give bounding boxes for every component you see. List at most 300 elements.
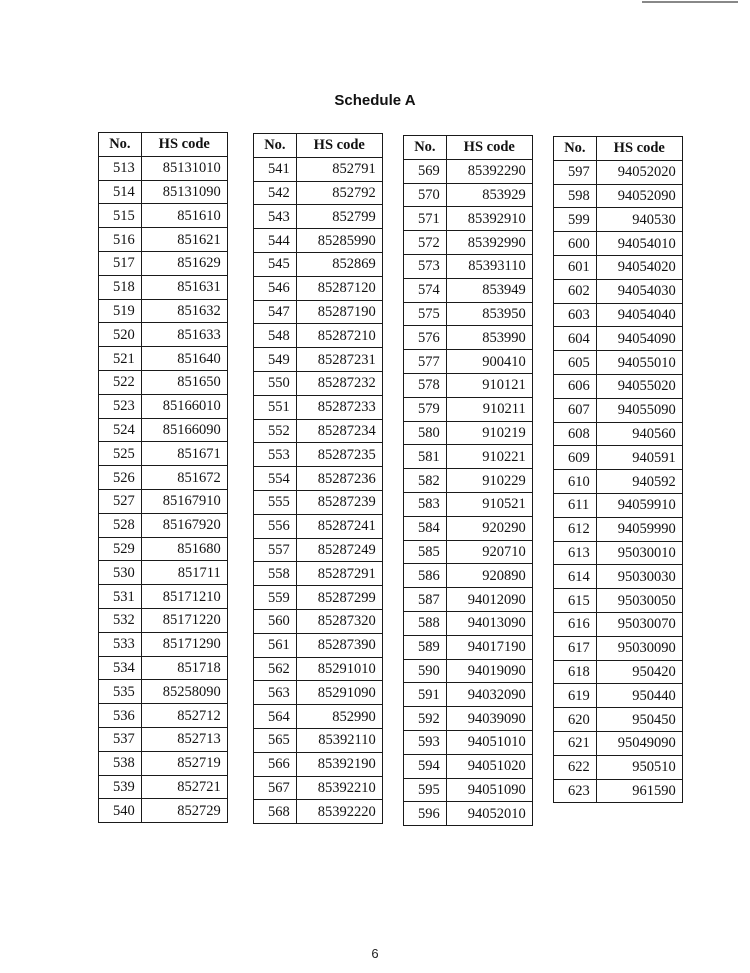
row-number: 612 (554, 517, 597, 541)
table-row (99, 275, 228, 299)
row-number: 574 (404, 278, 447, 302)
table-row (554, 684, 683, 708)
hs-code-value: 910219 (446, 421, 532, 445)
hs-code-value: 851718 (141, 656, 227, 680)
hs-code-value: 85287291 (296, 562, 382, 586)
hs-code-table-3 (403, 135, 533, 826)
row-number: 604 (554, 327, 597, 351)
table-row (404, 445, 533, 469)
table-row (404, 350, 533, 374)
table-row (254, 728, 383, 752)
hs-code-value: 94052010 (446, 802, 532, 826)
hs-code-value: 94054020 (596, 255, 682, 279)
row-number: 568 (254, 800, 297, 824)
row-number: 530 (99, 561, 142, 585)
hs-code-value: 94051010 (446, 730, 532, 754)
table-row (554, 351, 683, 375)
row-number: 621 (554, 731, 597, 755)
row-number: 523 (99, 394, 142, 418)
table-row (404, 207, 533, 231)
table-row (404, 588, 533, 612)
hs-code-value: 900410 (446, 350, 532, 374)
table-row (254, 514, 383, 538)
table-row (554, 279, 683, 303)
table-row (404, 635, 533, 659)
column-header-no: No. (404, 136, 447, 160)
hs-code-value: 910521 (446, 492, 532, 516)
hs-code-value: 95049090 (596, 731, 682, 755)
table-row (99, 394, 228, 418)
hs-code-value: 85392990 (446, 231, 532, 255)
table-row (254, 633, 383, 657)
row-number: 537 (99, 727, 142, 751)
hs-code-value: 85287239 (296, 490, 382, 514)
row-number: 588 (404, 611, 447, 635)
table-row (554, 731, 683, 755)
table-row (99, 799, 228, 823)
hs-code-value: 852729 (141, 799, 227, 823)
hs-code-value: 85392110 (296, 728, 382, 752)
hs-code-value: 853990 (446, 326, 532, 350)
hs-code-value: 85287390 (296, 633, 382, 657)
hs-code-value: 94051020 (446, 754, 532, 778)
row-number: 559 (254, 586, 297, 610)
hs-code-value: 851650 (141, 370, 227, 394)
hs-code-value: 910221 (446, 445, 532, 469)
row-number: 600 (554, 232, 597, 256)
hs-code-value: 85287249 (296, 538, 382, 562)
hs-code-value: 940591 (596, 446, 682, 470)
row-number: 571 (404, 207, 447, 231)
hs-code-value: 852990 (296, 705, 382, 729)
table-row (254, 205, 383, 229)
table-row (254, 229, 383, 253)
table-row (404, 564, 533, 588)
table-row (554, 160, 683, 184)
hs-code-value: 851631 (141, 275, 227, 299)
row-number: 524 (99, 418, 142, 442)
row-number: 521 (99, 347, 142, 371)
row-number: 617 (554, 636, 597, 660)
hs-code-value: 85166010 (141, 394, 227, 418)
table-row (404, 730, 533, 754)
table-row (554, 708, 683, 732)
hs-code-value: 852799 (296, 205, 382, 229)
row-number: 576 (404, 326, 447, 350)
hs-code-value: 94051090 (446, 778, 532, 802)
table-row (554, 541, 683, 565)
hs-code-value: 85392210 (296, 776, 382, 800)
hs-code-value: 95030050 (596, 589, 682, 613)
hs-code-value: 940592 (596, 470, 682, 494)
table-row (404, 707, 533, 731)
row-number: 536 (99, 704, 142, 728)
row-number: 538 (99, 751, 142, 775)
row-number: 516 (99, 228, 142, 252)
table-row (554, 660, 683, 684)
table-row (554, 422, 683, 446)
table-row (254, 252, 383, 276)
table-row (404, 421, 533, 445)
row-number: 529 (99, 537, 142, 561)
table-row (99, 751, 228, 775)
hs-code-value: 94017190 (446, 635, 532, 659)
row-number: 553 (254, 443, 297, 467)
row-number: 599 (554, 208, 597, 232)
row-number: 613 (554, 541, 597, 565)
row-number: 561 (254, 633, 297, 657)
table-row (404, 183, 533, 207)
table-row (554, 303, 683, 327)
table-row (254, 419, 383, 443)
row-number: 596 (404, 802, 447, 826)
page-number: 6 (371, 946, 379, 961)
row-number: 522 (99, 370, 142, 394)
column-header-no: No. (99, 133, 142, 157)
table-row (99, 466, 228, 490)
hs-code-value: 85167920 (141, 513, 227, 537)
hs-code-value: 852791 (296, 157, 382, 181)
hs-code-value: 94059990 (596, 517, 682, 541)
row-number: 520 (99, 323, 142, 347)
table-row (554, 327, 683, 351)
row-number: 606 (554, 374, 597, 398)
hs-code-value: 94055010 (596, 351, 682, 375)
row-number: 581 (404, 445, 447, 469)
row-number: 592 (404, 707, 447, 731)
hs-code-value: 852719 (141, 751, 227, 775)
table-row (554, 255, 683, 279)
table-row (404, 516, 533, 540)
hs-code-value: 85171220 (141, 608, 227, 632)
row-number: 605 (554, 351, 597, 375)
table-row (404, 326, 533, 350)
table-row (554, 470, 683, 494)
table-row (404, 778, 533, 802)
row-number: 594 (404, 754, 447, 778)
hs-code-value: 910121 (446, 373, 532, 397)
column-header-no: No. (254, 134, 297, 158)
table-row (254, 348, 383, 372)
table-row (99, 775, 228, 799)
table-row (99, 156, 228, 180)
hs-code-value: 94052090 (596, 184, 682, 208)
hs-code-value: 950510 (596, 755, 682, 779)
row-number: 586 (404, 564, 447, 588)
row-number: 618 (554, 660, 597, 684)
hs-code-value: 85392290 (446, 159, 532, 183)
row-number: 563 (254, 681, 297, 705)
table-row (99, 323, 228, 347)
hs-code-value: 85258090 (141, 680, 227, 704)
row-number: 555 (254, 490, 297, 514)
table-row (554, 232, 683, 256)
row-number: 585 (404, 540, 447, 564)
hs-code-value: 85287234 (296, 419, 382, 443)
hs-code-value: 920710 (446, 540, 532, 564)
row-number: 532 (99, 608, 142, 632)
row-number: 552 (254, 419, 297, 443)
hs-code-table-4 (553, 136, 683, 803)
table-row (254, 490, 383, 514)
hs-code-value: 94054010 (596, 232, 682, 256)
row-number: 578 (404, 373, 447, 397)
table-row (99, 251, 228, 275)
hs-code-value: 85287120 (296, 276, 382, 300)
row-number: 562 (254, 657, 297, 681)
table-row (554, 755, 683, 779)
column-header-hs-code: HS code (446, 136, 532, 160)
table-row (99, 561, 228, 585)
row-number: 519 (99, 299, 142, 323)
table-row (404, 802, 533, 826)
hs-code-value: 940560 (596, 422, 682, 446)
row-number: 580 (404, 421, 447, 445)
table-row (554, 446, 683, 470)
table-row (254, 586, 383, 610)
hs-code-value: 94055090 (596, 398, 682, 422)
hs-code-value: 950440 (596, 684, 682, 708)
page-title: Schedule A (334, 92, 416, 109)
hs-code-value: 85287231 (296, 348, 382, 372)
table-row (99, 204, 228, 228)
row-number: 556 (254, 514, 297, 538)
row-number: 517 (99, 251, 142, 275)
column-header-hs-code: HS code (596, 137, 682, 161)
table-row (404, 683, 533, 707)
row-number: 533 (99, 632, 142, 656)
row-number: 611 (554, 493, 597, 517)
row-number: 587 (404, 588, 447, 612)
hs-code-value: 950420 (596, 660, 682, 684)
row-number: 582 (404, 469, 447, 493)
table-row (404, 754, 533, 778)
row-number: 591 (404, 683, 447, 707)
hs-code-value: 910229 (446, 469, 532, 493)
row-number: 577 (404, 350, 447, 374)
row-number: 547 (254, 300, 297, 324)
hs-code-value: 85167910 (141, 489, 227, 513)
row-number: 544 (254, 229, 297, 253)
hs-code-value: 85392220 (296, 800, 382, 824)
hs-code-value: 94039090 (446, 707, 532, 731)
row-number: 616 (554, 612, 597, 636)
row-number: 567 (254, 776, 297, 800)
row-number: 541 (254, 157, 297, 181)
table-row (404, 373, 533, 397)
table-row (99, 704, 228, 728)
table-row (99, 299, 228, 323)
table-row (254, 395, 383, 419)
hs-code-value: 85131090 (141, 180, 227, 204)
row-number: 535 (99, 680, 142, 704)
hs-code-value: 851633 (141, 323, 227, 347)
row-number: 614 (554, 565, 597, 589)
row-number: 590 (404, 659, 447, 683)
table-row (554, 779, 683, 803)
table-row (254, 657, 383, 681)
hs-code-value: 85287210 (296, 324, 382, 348)
hs-code-value: 85287299 (296, 586, 382, 610)
hs-code-value: 94052020 (596, 160, 682, 184)
row-number: 526 (99, 466, 142, 490)
table-row (254, 276, 383, 300)
row-number: 513 (99, 156, 142, 180)
hs-code-value: 85393110 (446, 254, 532, 278)
hs-code-value: 85291090 (296, 681, 382, 705)
table-row (254, 681, 383, 705)
table-row (254, 300, 383, 324)
table-row (99, 727, 228, 751)
table-row (554, 184, 683, 208)
row-number: 551 (254, 395, 297, 419)
table-row (254, 371, 383, 395)
table-row (99, 347, 228, 371)
row-number: 589 (404, 635, 447, 659)
table-row (404, 231, 533, 255)
table-row (554, 398, 683, 422)
row-number: 579 (404, 397, 447, 421)
table-row (254, 324, 383, 348)
hs-code-table-1 (98, 132, 228, 823)
hs-code-value: 94032090 (446, 683, 532, 707)
table-row (554, 565, 683, 589)
hs-code-value: 94059910 (596, 493, 682, 517)
table-row (99, 489, 228, 513)
table-row (99, 680, 228, 704)
row-number: 572 (404, 231, 447, 255)
row-number: 583 (404, 492, 447, 516)
row-number: 620 (554, 708, 597, 732)
hs-code-value: 961590 (596, 779, 682, 803)
row-number: 601 (554, 255, 597, 279)
hs-code-value: 910211 (446, 397, 532, 421)
table-row (404, 659, 533, 683)
table-row (254, 752, 383, 776)
hs-code-value: 95030090 (596, 636, 682, 660)
hs-code-value: 94019090 (446, 659, 532, 683)
table-row (254, 562, 383, 586)
row-number: 597 (554, 160, 597, 184)
hs-code-value: 94054090 (596, 327, 682, 351)
table-row (254, 800, 383, 824)
row-number: 607 (554, 398, 597, 422)
hs-code-value: 94055020 (596, 374, 682, 398)
row-number: 595 (404, 778, 447, 802)
scan-edge-mark (642, 1, 738, 3)
hs-code-value: 94054030 (596, 279, 682, 303)
hs-code-value: 85287233 (296, 395, 382, 419)
row-number: 569 (404, 159, 447, 183)
hs-code-value: 852713 (141, 727, 227, 751)
table-row (404, 492, 533, 516)
table-row (254, 609, 383, 633)
row-number: 598 (554, 184, 597, 208)
hs-code-value: 950450 (596, 708, 682, 732)
row-number: 554 (254, 467, 297, 491)
hs-code-value: 852721 (141, 775, 227, 799)
column-header-no: No. (554, 137, 597, 161)
hs-code-value: 851671 (141, 442, 227, 466)
hs-code-value: 853949 (446, 278, 532, 302)
hs-code-value: 85392190 (296, 752, 382, 776)
row-number: 539 (99, 775, 142, 799)
row-number: 566 (254, 752, 297, 776)
table-row (254, 467, 383, 491)
table-row (99, 370, 228, 394)
table-row (554, 374, 683, 398)
hs-code-value: 85287190 (296, 300, 382, 324)
table-row (404, 397, 533, 421)
table-row (554, 517, 683, 541)
row-number: 515 (99, 204, 142, 228)
hs-code-value: 853950 (446, 302, 532, 326)
hs-code-value: 85287236 (296, 467, 382, 491)
hs-code-value: 85287320 (296, 609, 382, 633)
row-number: 565 (254, 728, 297, 752)
table-row (554, 636, 683, 660)
row-number: 557 (254, 538, 297, 562)
row-number: 609 (554, 446, 597, 470)
row-number: 564 (254, 705, 297, 729)
row-number: 528 (99, 513, 142, 537)
row-number: 570 (404, 183, 447, 207)
row-number: 525 (99, 442, 142, 466)
row-number: 550 (254, 371, 297, 395)
row-number: 514 (99, 180, 142, 204)
table-row (99, 632, 228, 656)
hs-code-value: 920890 (446, 564, 532, 588)
row-number: 534 (99, 656, 142, 680)
row-number: 546 (254, 276, 297, 300)
row-number: 622 (554, 755, 597, 779)
table-row (254, 443, 383, 467)
hs-code-value: 851711 (141, 561, 227, 585)
table-row (404, 254, 533, 278)
hs-code-value: 920290 (446, 516, 532, 540)
table-row (99, 418, 228, 442)
table-row (99, 442, 228, 466)
table-row (554, 612, 683, 636)
table-row (254, 776, 383, 800)
hs-code-value: 940530 (596, 208, 682, 232)
hs-code-table-2 (253, 133, 383, 824)
hs-code-value: 95030070 (596, 612, 682, 636)
hs-code-value: 85287232 (296, 371, 382, 395)
hs-code-value: 85131010 (141, 156, 227, 180)
table-row (99, 537, 228, 561)
hs-code-value: 94012090 (446, 588, 532, 612)
table-row (99, 513, 228, 537)
hs-code-value: 852792 (296, 181, 382, 205)
table-row (404, 469, 533, 493)
hs-code-value: 851672 (141, 466, 227, 490)
hs-code-value: 85287235 (296, 443, 382, 467)
hs-code-value: 853929 (446, 183, 532, 207)
hs-code-value: 94054040 (596, 303, 682, 327)
row-number: 619 (554, 684, 597, 708)
hs-code-value: 851680 (141, 537, 227, 561)
row-number: 560 (254, 609, 297, 633)
hs-code-value: 85166090 (141, 418, 227, 442)
hs-code-value: 85392910 (446, 207, 532, 231)
table-row (254, 538, 383, 562)
hs-code-value: 95030030 (596, 565, 682, 589)
hs-code-value: 85291010 (296, 657, 382, 681)
hs-code-value: 851629 (141, 251, 227, 275)
row-number: 558 (254, 562, 297, 586)
row-number: 518 (99, 275, 142, 299)
